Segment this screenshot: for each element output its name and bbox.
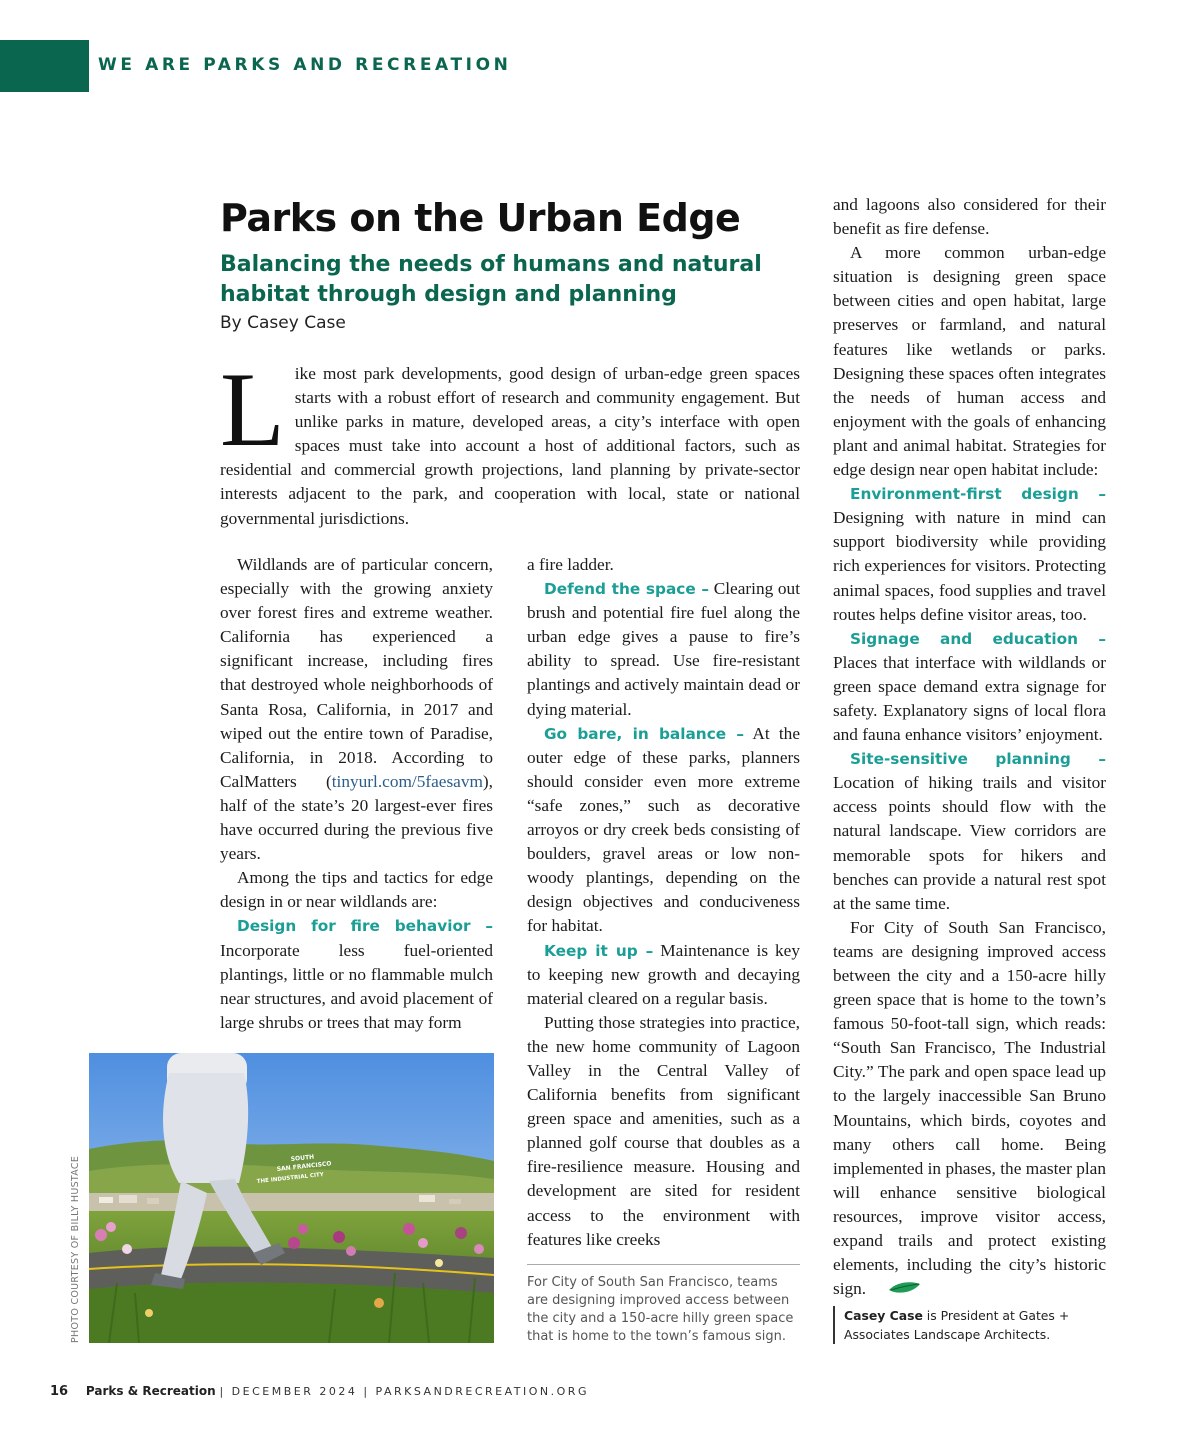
lead-in: Site-sensitive planning – [850,750,1106,769]
author-bio [833,1306,1109,1344]
text-run: At the outer edge of these parks, planners should consider even more extreme “safe zones,” such as decorative arroyos or dry creek beds consisting of boulders, gravel areas or low non-woody plantings, depending on the design objectives and conduciveness for habitat. [527,723,800,936]
paragraph [833,916,1106,1302]
text-run: Clearing out brush and potential fire fuel along the urban edge gives a pause to fire’s ability to spread. Use fire-resistant plantings and actively maintain dead or dying material. [527,579,800,719]
text-run: Places that interface with wildlands or green space demand extra signage for safety. Explanatory signs of local flora and fauna enhance visitors’ enjoyment. [833,652,1106,745]
paragraph [220,553,493,866]
paragraph: and lagoons also considered for their benefit as fire defense. [833,195,1106,239]
column-3 [833,193,1106,1302]
lead-in: Defend the space – [544,580,710,599]
byline: By Casey Case [220,313,346,333]
calmatters-link[interactable]: tinyurl.com/5faesavm [331,771,483,791]
lead-in: Signage and education – [850,629,1106,648]
text-run: For City of South San Francisco, teams are designing improved access between the city and a 150-acre hilly green space that is home to the town’s famous 50-foot-tall sign, which reads: “South San Francisco, The Industrial City.” The park and open space lead up to the largely inaccessible San Bruno Mountains, which birds, coyotes and many others call home. Being implemented in phases, the master plan will enhance sensitive biological resources, improve visitor access, expand trails and protect existing elements, including the city’s historic sign. [833,917,1106,1299]
section-label: WE ARE PARKS AND RECREATION [98,55,512,75]
intro-paragraph [220,351,800,531]
paragraph: A more common urban-edge situation is designing green space between cities and open habitat, large preserves or farmland, and natural features like wetlands or parks. Designing these spaces often integrates the needs of human access and enjoyment with the goals of enhancing plant and animal habitat. Strategies for edge design near open habitat include: [833,243,1106,480]
page-number: 16 [50,1384,69,1399]
photo-caption: For City of South San Francisco, teams are designing improved access between the city and a 150-acre hilly green space that is home to the town’s famous sign. [527,1275,794,1344]
paragraph [833,482,1106,627]
drop-cap: L [220,351,285,468]
hillside-sign-text: THE INDUSTRIAL CITY [256,1171,325,1185]
caption-divider [527,1264,800,1265]
leaf-end-mark-icon [870,1278,921,1302]
text-run: Designing with nature in mind can support biodiversity while providing rich experiences for visitors. Protecting animal spaces, food supplies and travel routes helps define visitor areas, too. [833,508,1106,624]
text-run: Maintenance is key to keeping new growth and decaying material cleared on a regular basis. [527,940,800,1008]
paragraph: Putting those strategies into practice, the new home community of Lagoon Valley in the Central Valley of California benefits from significant green space and amenities, such as a planned golf course that doubles as a fire-resilience measure. Housing and development are sited for resident access to the environment with features like creeks [527,1012,800,1249]
issue-info: | DECEMBER 2024 | PARKSANDRECREATION.ORG [219,1385,589,1398]
photo-credit: PHOTO COURTESY OF BILLY HUSTACE [70,1155,81,1343]
paragraph [833,627,1106,747]
article-subtitle: Balancing the needs of humans and natural habitat through design and planning [220,252,762,307]
article-photo [89,1053,494,1343]
lead-in: Environment-first design – [850,485,1106,504]
photo-illustration [89,1053,494,1343]
lead-in: Go bare, in balance – [544,724,745,743]
paragraph [220,914,493,1034]
text-run: Incorporate less fuel-oriented plantings, little or no flammable mulch near structures, and avoid placement of large shrubs or trees that may form [220,940,493,1032]
bio-author-name: Casey Case [844,1308,923,1323]
section-color-tab [0,40,89,92]
lead-in: Design for fire behavior – [237,917,493,936]
paragraph: Among the tips and tactics for edge design in or near wildlands are: [220,868,493,912]
paragraph [527,939,800,1011]
bio-text: is President at Gates + Associates Landscape Architects. [844,1308,1070,1342]
lead-in: Keep it up – [544,941,654,960]
hillside-sign-text: SOUTH [290,1153,315,1163]
hillside-sign-text: SAN FRANCISCO [276,1160,332,1173]
intro-text: ike most park developments, good design of urban-edge green spaces starts with a robust effort of research and community engagement. But unlike parks in mature, developed areas, a city’s interface with open spaces must take into account a host of additional factors, such as residential and commercial growth projections, land planning by private-sector interests adjacent to the park, and cooperation with local, state or national governmental jurisdictions. [220,364,800,528]
article-title: Parks on the Urban Edge [220,196,741,240]
paragraph [833,747,1106,916]
text-run: Wildlands are of particular concern, especially with the growing anxiety over forest fires and extreme weather. California has experienced a significant increase, including fires that destroyed whole neighborhoods of Santa Rosa, California, in 2017 and wiped out the entire town of Paradise, California, in 2018. According to CalMatters ( [220,555,493,791]
paragraph: a fire ladder. [527,555,614,574]
magazine-name: Parks & Recreation [85,1384,216,1398]
paragraph [527,722,800,939]
text-run: ), half of the state’s 20 largest-ever fires have occurred during the previous five years. [220,771,493,864]
paragraph [527,577,800,722]
page-footer [50,1384,589,1399]
column-1 [220,553,493,1035]
text-run: Location of hiking trails and visitor access points should flow with the natural landscape. View corridors are memorable spots for hikers and benches can provide a natural rest spot at the same time. [833,773,1106,913]
column-2 [527,553,800,1252]
